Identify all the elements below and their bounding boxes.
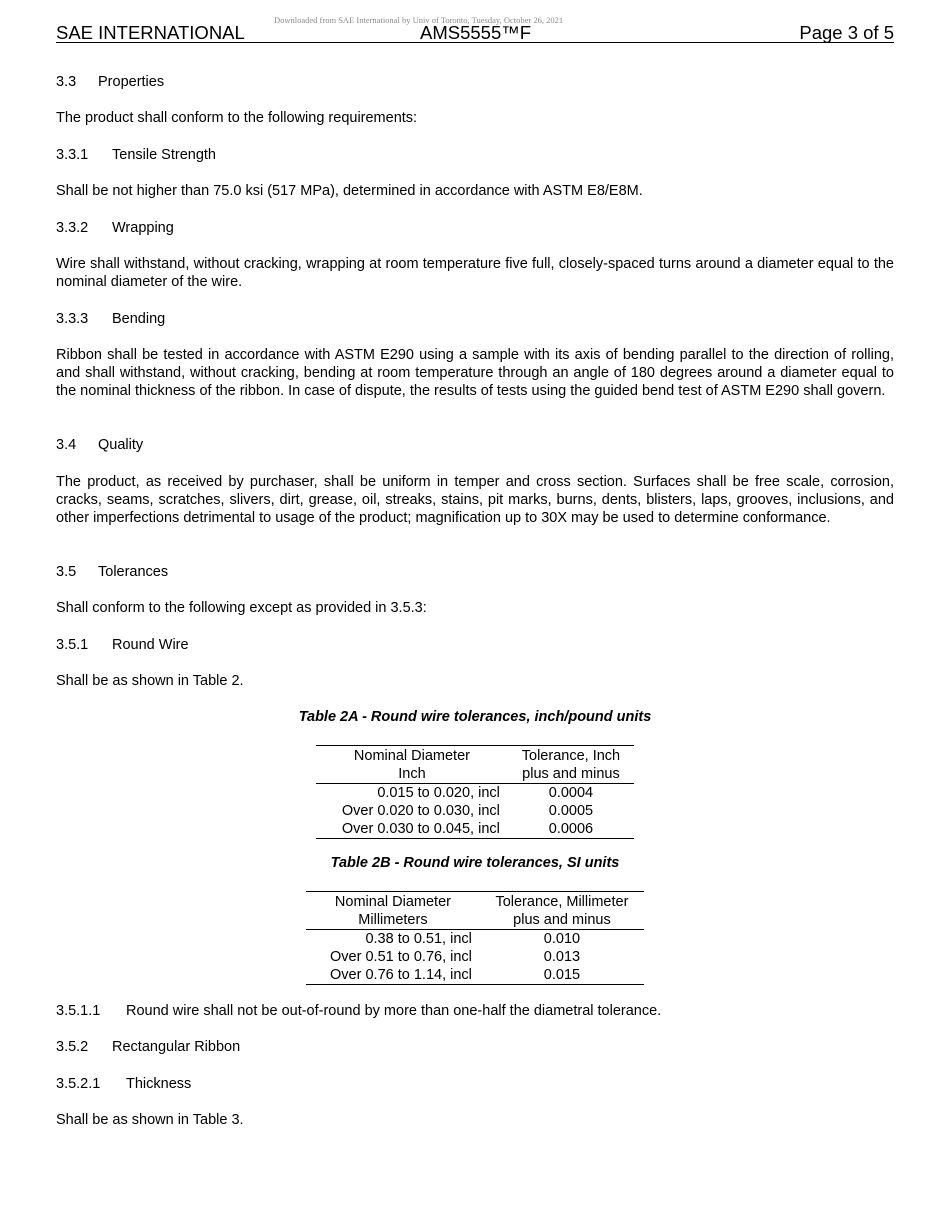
table-row xyxy=(306,948,644,966)
header-doc-number: AMS5555™F xyxy=(420,22,532,43)
section-3-5-body: Shall conform to the following except as provided in 3.5.3: xyxy=(56,600,427,616)
table-cell: 0.0004 xyxy=(548,785,594,801)
column-header: plus and minus xyxy=(513,912,611,928)
table-2b xyxy=(306,891,644,985)
table-row xyxy=(306,966,644,985)
column-header: plus and minus xyxy=(522,766,620,782)
table-cell: Over 0.020 to 0.030, incl xyxy=(341,803,500,819)
table-row xyxy=(316,784,634,803)
section-title: Tolerances xyxy=(98,564,169,580)
section-title: Tensile Strength xyxy=(112,147,216,163)
table-cell: 0.015 xyxy=(543,967,581,983)
download-watermark: Downloaded from SAE International by Univ of Toronto, Tuesday, October 26, 2021 xyxy=(274,15,564,25)
section-number: 3.5.2 xyxy=(56,1039,89,1055)
section-3-3-3-heading xyxy=(56,310,894,328)
table-cell: Over 0.51 to 0.76, incl xyxy=(330,949,472,965)
table-header-row xyxy=(306,911,644,930)
table-row xyxy=(316,802,634,820)
section-title: Quality xyxy=(98,437,144,453)
section-3-3-2-body: Wire shall withstand, without cracking, wrapping at room temperature five full, closely-spaced turns around a diameter equal to the nominal diameter of the wire. xyxy=(56,256,894,290)
section-title: Round Wire xyxy=(112,637,189,653)
table-row xyxy=(316,820,634,839)
table-cell: Over 0.030 to 0.045, incl xyxy=(341,821,500,837)
table-2b-caption: Table 2B - Round wire tolerances, SI units xyxy=(330,855,620,871)
table-cell: 0.38 to 0.51, incl xyxy=(365,931,472,947)
table-cell: 0.010 xyxy=(543,931,581,947)
section-number: 3.4 xyxy=(56,437,77,453)
section-3-3-2-heading xyxy=(56,219,894,237)
section-number: 3.3.1 xyxy=(56,147,89,163)
section-number: 3.3 xyxy=(56,74,77,90)
table-header-row xyxy=(306,892,644,912)
table-cell: 0.013 xyxy=(543,949,581,965)
section-3-5-1-1 xyxy=(56,1002,894,1020)
table-cell: Over 0.76 to 1.14, incl xyxy=(330,967,472,983)
section-title: Rectangular Ribbon xyxy=(112,1039,241,1055)
table-header-row xyxy=(316,746,634,766)
section-number: 3.5.1 xyxy=(56,637,89,653)
table-2a xyxy=(316,745,634,839)
section-number: 3.3.2 xyxy=(56,220,89,236)
section-3-5-2-1-heading xyxy=(56,1075,894,1093)
section-title: Properties xyxy=(98,74,165,90)
table-cell: 0.0005 xyxy=(548,803,594,819)
table-row xyxy=(306,930,644,949)
column-header: Nominal Diameter xyxy=(353,748,470,764)
column-header: Inch xyxy=(398,766,426,782)
section-number: 3.5.2.1 xyxy=(56,1076,101,1092)
section-title: Thickness xyxy=(126,1076,192,1092)
section-title: Wrapping xyxy=(112,220,174,236)
section-3-4-heading xyxy=(56,436,894,454)
section-3-5-1-heading xyxy=(56,636,894,654)
header-page-number: Page 3 of 5 xyxy=(799,22,894,43)
table-cell: 0.015 to 0.020, incl xyxy=(377,785,500,801)
section-3-3-body: The product shall conform to the following requirements: xyxy=(56,110,418,126)
table-header-row xyxy=(316,765,634,784)
section-3-5-1-body: Shall be as shown in Table 2. xyxy=(56,673,244,689)
column-header: Nominal Diameter xyxy=(334,894,451,910)
column-header: Tolerance, Inch xyxy=(521,748,621,764)
section-title: Bending xyxy=(112,311,166,327)
section-number: 3.3.3 xyxy=(56,311,89,327)
column-header: Tolerance, Millimeter xyxy=(495,894,629,910)
section-3-5-2-heading xyxy=(56,1038,894,1056)
section-3-3-1-heading xyxy=(56,146,894,164)
header-rule xyxy=(56,42,894,43)
section-3-3-heading xyxy=(56,73,894,91)
section-3-4-body: The product, as received by purchaser, shall be uniform in temper and cross section. Surfaces shall be free scale, corrosion, cracks, seams, scratches, slivers, dirt, grease, oil, streaks, stains, pit marks, burns, dents, blisters, laps, grooves, inclusions, and other imperfections detrimental to usage of the product; magnification up to 30X may be used to determine conformance. xyxy=(56,474,894,526)
column-header: Millimeters xyxy=(358,912,428,928)
section-number: 3.5 xyxy=(56,564,77,580)
section-body: Round wire shall not be out-of-round by more than one-half the diametral tolerance. xyxy=(126,1003,662,1019)
section-number: 3.5.1.1 xyxy=(56,1003,101,1019)
header-org: SAE INTERNATIONAL xyxy=(56,22,245,43)
table-2a-caption: Table 2A - Round wire tolerances, inch/pound units xyxy=(298,709,652,725)
table-cell: 0.0006 xyxy=(548,821,594,837)
section-3-5-2-1-body: Shall be as shown in Table 3. xyxy=(56,1112,244,1128)
section-3-5-heading xyxy=(56,563,894,581)
section-3-3-3-body: Ribbon shall be tested in accordance with ASTM E290 using a sample with its axis of bending parallel to the direction of rolling, and shall withstand, without cracking, bending at room temperature through an angle of 180 degrees around a diameter equal to the nominal thickness of the ribbon. In case of dispute, the results of tests using the guided bend test of ASTM E290 shall govern. xyxy=(56,347,894,399)
section-3-3-1-body: Shall be not higher than 75.0 ksi (517 MPa), determined in accordance with ASTM E8/E8M. xyxy=(56,183,643,199)
